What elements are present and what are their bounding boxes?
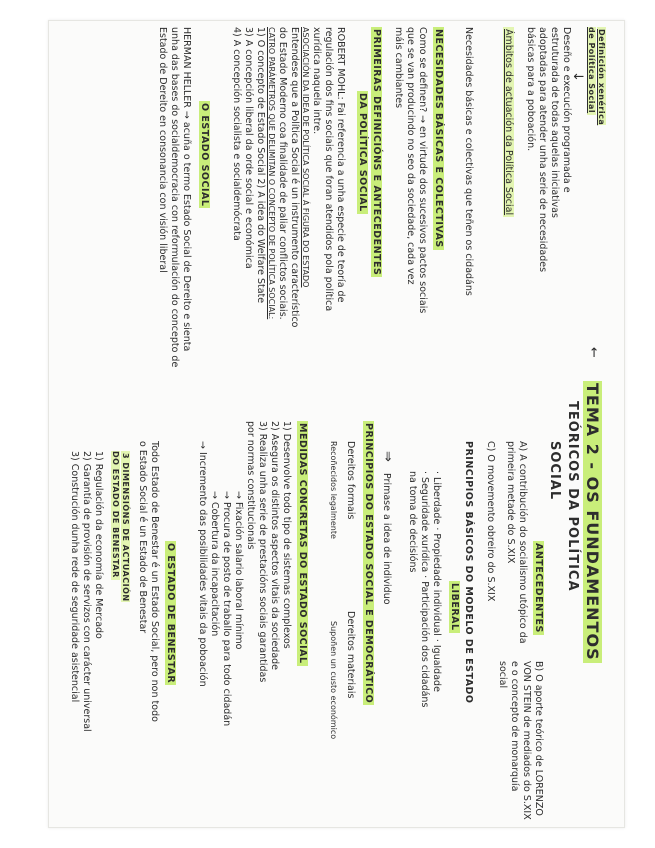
- arrow-icon: ←: [586, 347, 601, 358]
- antecedentes-c: C) O movemento obreiro do S.XIX: [485, 441, 496, 602]
- ambitos-label: Ámbitos de actuación da Política Social: [503, 29, 514, 216]
- dereitos-materiais: Dereitos materiais: [345, 611, 356, 699]
- primeiras-label: PRIMEIRAS DEFINICIÓNS E ANTECEDENTES: [371, 29, 382, 276]
- page-title: TEMA 2 - OS FUNDAMENTOS: [583, 383, 602, 661]
- necesidades-body: Como se definen? → en virtude dos sucesivos pactos sociais que se van producindo no seo da sociedade, cada vez máis cambiantes: [393, 27, 428, 314]
- antecedentes-label: ANTECEDENTES: [533, 543, 544, 633]
- antecedentes-a: A) A contribución do socialismo utópico da primeira metade do S.XIX: [505, 441, 528, 644]
- rotated-notes: [49, 21, 624, 827]
- primeiras-body: ROBERT MOHL: Fai referencia a unha especie de teoría de regulación dos fins sociais que foran atendidos pola política xurídica naquela intre. ASOCIACIÓN DA IDEA DE POLÍTICA SOCIAL Á FIGURA DO ESTADO Entendese que a Política Social é un instrumento característico do Estado Moderno coa finalidade de paliar conflictos sociais. CATRO PARÁMETROS QUE DELIMITAN O CONCEPTO DE POLÍTICA SOCIAL: 1) O concepto de Estado Social 2) A idea do Welfare State 3) A concepción liberal da orde social e económica 4) A concepción socialista e socialdemócrata: [231, 27, 346, 328]
- arrow-down-icon: ↓: [570, 71, 585, 82]
- primeiras-label-2: DA POLÍTICA SOCIAL: [357, 93, 368, 212]
- notebook-page: [48, 20, 625, 828]
- page-subtitle-2: SOCIAL: [547, 441, 562, 501]
- principios-social-intro: Primase a idea de individuo: [381, 473, 392, 605]
- page-subtitle: TEÓRICOS DA POLÍTICA: [565, 401, 580, 592]
- principios-liberal-label-2: LIBERAL: [449, 583, 460, 631]
- principios-liberal-items: · Liberdade · Propiedade individual · Igualdade · Seguridade xurídica · Participación dos cidadáns na toma de decisións: [407, 471, 442, 708]
- definicion-body: Deseño e execución programada e estruturada de todas aquelas iniciativas adoptadas para atender unha serie de necesidades básicas para a poboación.: [525, 27, 572, 273]
- benestar-dimensions: 1) Regulación da economía de Mercado 2) Garantía de provisión de servizos con carácter universal 3) Construción dunha rede de seguridade asistencial: [69, 451, 104, 732]
- benestar-dimensions-label: 3 DIMENSIÓNS DE ACTUACIÓN DO ESTADO DE BENESTAR: [111, 451, 130, 602]
- definicion-label: Definición xenérica de Política Social: [587, 27, 606, 126]
- ambitos-body: Necesidades básicas e colectivas que teñen os cidadáns: [463, 27, 474, 296]
- double-arrow-icon: ⇒: [380, 451, 395, 462]
- medidas-items: 1) Desenvolve todo tipo de sistemas complexos 2) Asegura os distintos aspectos vitais da sociedade 3) Realiza unha serie de prestacións sociais garantidas por normas constitucionais → Fixación salario laboral mínimo → Procura de posto de traballo para todo cidadán → Cobertura da incapacitación → Incremento das posibilidades vitais da poboación: [197, 421, 292, 727]
- antecedentes-b: B) O aporte teórico de LORENZO VON STEIN de mediados do S.XIX e o concepto de monarquía social: [497, 661, 544, 820]
- estado-social-body: HERMAN HELLER → acuña o termo Estado Social de Dereito e sienta unha das bases do socialdemocracia con reformulación do concepto de Estado de Dereito en consonancia con visión liberal: [157, 27, 192, 368]
- necesidades-label: NECESIDADES BÁSICAS E COLECTIVAS: [433, 29, 444, 248]
- benestar-body: Todo Estado de Benestar é un Estado Social, pero non todo o Estado Social é un Estado de Benestar: [137, 441, 160, 722]
- medidas-label: MEDIDAS CONCRETAS DO ESTADO SOCIAL: [297, 423, 308, 664]
- recoñecidos-text: Recoñecidos legalmente: [329, 441, 338, 539]
- principios-social-label: PRINCIPIOS DO ESTADO SOCIAL E DEMOCRÁTICO: [363, 423, 374, 704]
- supoñen-text: Supoñen un custo económico: [329, 621, 338, 740]
- benestar-label: O ESTADO DE BENESTAR: [165, 543, 176, 684]
- estado-social-label: O ESTADO SOCIAL: [199, 103, 210, 207]
- principios-liberal-label: PRINCIPIOS BÁSICOS DO MODELO DE ESTADO: [463, 441, 474, 704]
- dereitos-formais: Dereitos formais: [345, 441, 356, 520]
